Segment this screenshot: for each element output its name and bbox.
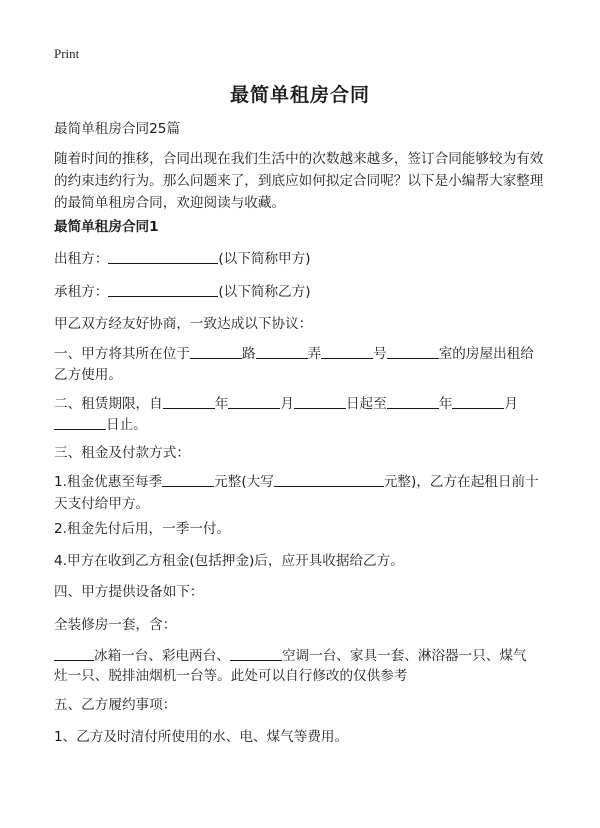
print-label: Print (54, 46, 80, 61)
equip-text: 空调一台、家具一套、淋浴器一只、煤气 (281, 648, 527, 664)
clause1-text: 一、甲方将其所在位于 (54, 346, 190, 362)
clause2-text: 年 (438, 396, 453, 412)
clause2-text: 年 (214, 396, 229, 412)
equip-line2: 灶一只、脱排油烟机一台等。此处可以自行修改的仅供参考 (54, 668, 408, 684)
clause2-text: 月 (280, 396, 294, 412)
subtitle: 最简单租房合同25篇 (54, 121, 181, 137)
blank-field (294, 394, 346, 409)
clause1-text: 弄 (307, 346, 322, 362)
rent4-line: 4.甲方在收到乙方租金(包括押金)后，应开具收据给乙方。 (54, 553, 404, 569)
blank-field (54, 646, 94, 661)
clause1-text: 路 (241, 346, 256, 362)
agreement-line: 甲乙双方经友好协商，一致达成以下协议： (54, 316, 313, 332)
clause2-line1 (54, 393, 554, 415)
lessor-line (54, 248, 554, 270)
blank-field (162, 472, 214, 487)
rent1-text: 1.租金优惠至每季 (54, 474, 163, 490)
blank-field (256, 344, 308, 359)
clause2-text: 日起至 (345, 396, 387, 412)
blank-field (274, 472, 384, 487)
blank-field (387, 394, 439, 409)
blank-field (54, 415, 106, 430)
section-heading: 最简单租房合同1 (54, 219, 159, 235)
intro-paragraph: 随着时间的推移，合同出现在我们生活中的次数越来越多，签订合同能够较为有效的约束违约行为。那么问题来了，到底应如何拟定合同呢？以下是小编帮大家整理的最简单租房合同，欢迎阅读与收藏。 (54, 151, 544, 211)
clause2-line2 (54, 414, 554, 436)
rent1-text: 元整)，乙方在起租日前十 (383, 474, 539, 490)
rent1-text: 元整(大写 (214, 474, 274, 490)
blank-field (387, 344, 439, 359)
clause2-text: 日止。 (106, 417, 147, 433)
clause2-text: 二、租赁期限，自 (54, 396, 163, 412)
equip-text: 冰箱一台、彩电两台、 (94, 648, 230, 664)
clause1-text: 号 (373, 346, 387, 362)
clause3-heading: 三、租金及付款方式： (54, 445, 190, 461)
equip-intro: 全装修房一套，含： (54, 617, 177, 633)
equip-line1 (54, 645, 554, 667)
rent2-line: 2.租金先付后用，一季一付。 (54, 521, 231, 537)
rent1-line2: 天支付给甲方。 (54, 496, 150, 512)
blank-field (321, 344, 373, 359)
blank-field (230, 646, 282, 661)
page-title: 最简单租房合同 (229, 84, 370, 106)
blank-field (228, 394, 280, 409)
blank-field (190, 344, 242, 359)
clause2-text: 月 (504, 396, 518, 412)
lessee-note: (以下简称乙方) (218, 284, 311, 300)
lessee-label: 承租方： (54, 284, 109, 300)
rent1-line1 (54, 471, 554, 493)
clause1-line1 (54, 343, 554, 365)
lessor-label: 出租方： (54, 251, 109, 267)
clause4-heading: 四、甲方提供设备如下： (54, 584, 204, 600)
lessee-line (54, 281, 554, 303)
clause5-heading: 五、乙方履约事项： (54, 697, 177, 713)
duty1-line: 1、乙方及时清付所使用的水、电、煤气等费用。 (54, 729, 349, 745)
blank-field (163, 394, 215, 409)
lessor-note: (以下简称甲方) (218, 251, 311, 267)
clause1-line2: 乙方使用。 (54, 367, 122, 383)
clause1-text: 室的房屋出租给 (438, 346, 534, 362)
blank-field (452, 394, 504, 409)
blank-field (108, 282, 218, 297)
blank-field (108, 249, 218, 264)
